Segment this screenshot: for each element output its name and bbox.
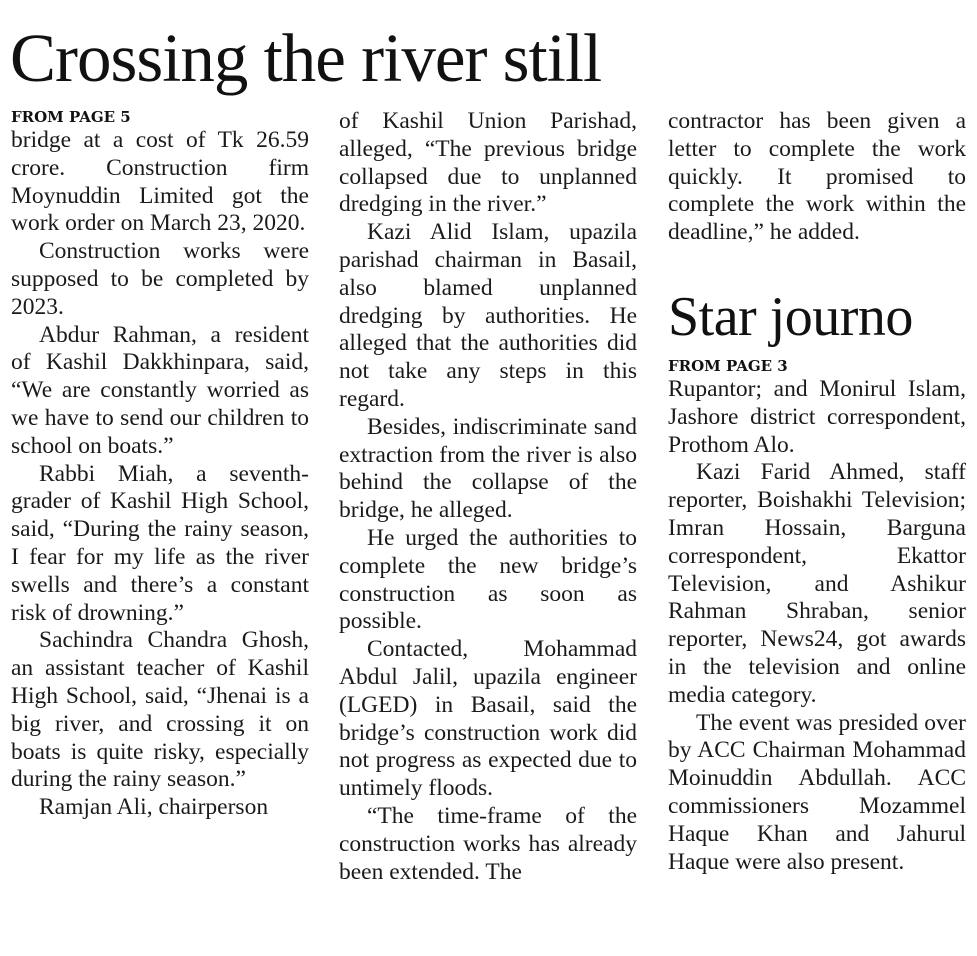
column-1 (11, 108, 309, 822)
paragraph: Sachindra Chandra Ghosh, an assistant teacher of Kashil High School, said, “Jhenai is a big river, and crossing it on boats is quite risky, especially during the rainy season.” (11, 627, 309, 793)
paragraph: “The time-frame of the construction works has already been extended. The (339, 802, 637, 885)
headline: Crossing the river still (10, 20, 602, 96)
subheadline-star-journo: Star journo (668, 285, 913, 348)
paragraph: He urged the authorities to complete the new bridge’s construction as soon as possible. (339, 524, 637, 635)
paragraph: contractor has been given a letter to complete the work quickly. It promised to complete the work within the deadline,” he added. (668, 108, 966, 246)
paragraph: Besides, indiscriminate sand extraction from the river is also behind the collapse of the bridge, he alleged. (339, 413, 637, 524)
paragraph: Rupantor; and Monirul Islam, Jashore district correspondent, Prothom Alo. (668, 375, 966, 458)
paragraph: Contacted, Mohammad Abdul Jalil, upazila engineer (LGED) in Basail, said the bridge’s construction work did not progress as expected due to untimely floods. (339, 636, 637, 802)
paragraph: bridge at a cost of Tk 26.59 crore. Construction firm Moynuddin Limited got the work order on March 23, 2020. (11, 127, 309, 237)
column-3 (668, 108, 966, 876)
column-2 (339, 108, 637, 886)
paragraph: Rabbi Miah, a seventh-grader of Kashil High School, said, “During the rainy season, I fear for my life as the river swells and there’s a constant risk of drowning.” (11, 460, 309, 626)
paragraph: of Kashil Union Parishad, alleged, “The previous bridge collapsed due to unplanned dredging in the river.” (339, 108, 637, 218)
paragraph: Construction works were supposed to be completed by 2023. (11, 238, 309, 320)
paragraph: Kazi Alid Islam, upazila parishad chairman in Basail, also blamed unplanned dredging by authorities. He alleged that the authorities did not take any steps in this regard. (339, 219, 637, 412)
paragraph: The event was presided over by ACC Chairman Mohammad Moinuddin Abdullah. ACC commissioners Mozammel Haque Khan and Jahurul Haque were also present. (668, 709, 966, 875)
kicker-from-page-3: FROM PAGE 3 (668, 356, 788, 375)
kicker-from-page-5: FROM PAGE 5 (11, 108, 131, 126)
paragraph: Ramjan Ali, chairperson (39, 794, 269, 821)
paragraph: Kazi Farid Ahmed, staff reporter, Boishakhi Television; Imran Hossain, Barguna correspondent, Ekattor Television, and Ashikur Rahman Shraban, senior reporter, News24, got awards in the television and online media category. (668, 459, 966, 708)
paragraph: Abdur Rahman, a resident of Kashil Dakkhinpara, said, “We are constantly worried as we have to send our children to school on boats.” (11, 321, 309, 459)
